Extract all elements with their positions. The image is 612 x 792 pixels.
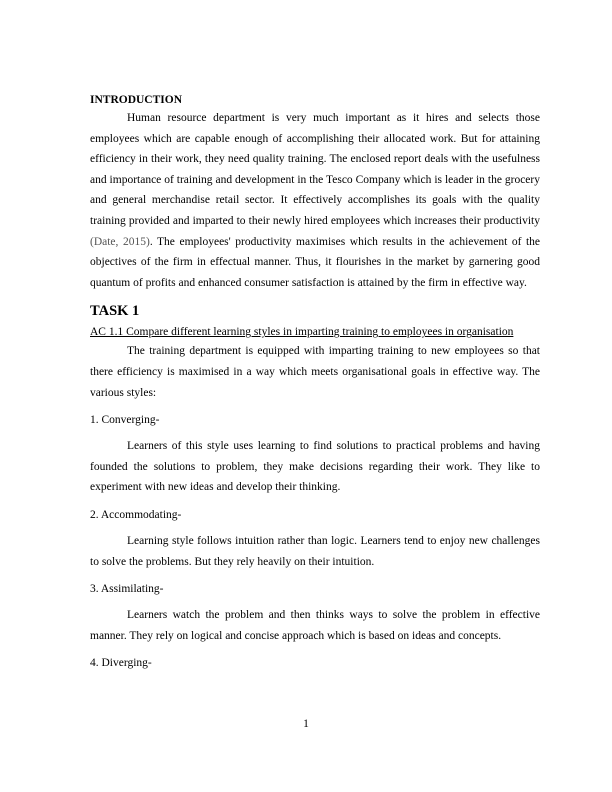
introduction-text-part-1: Human resource department is very much important as it hires and selects those employees which are capable enough of accomplishing their allocated work. But for attaining efficiency in their work, they need quality training. The enclosed report deals with the usefulness and importance of training and development in the Tesco Company which is leader in the grocery and general merchandise retail sector. It effectively accomplishes its goals with the quality training provided and imparted to their newly hired employees which increases their productivity — [90, 112, 540, 227]
style-label-converging: 1. Converging- — [90, 414, 160, 427]
task-paragraph: The training department is equipped with imparting training to new employees so that there efficiency is maximised in a way which meets organisational goals in effective way. The various styles: — [90, 345, 540, 399]
task-heading: TASK 1 — [90, 303, 140, 320]
style-text-assimilating: Learners watch the problem and then thinks ways to solve the problem in effective manner. They rely on logical and concise approach which is based on ideas and concepts. — [90, 609, 540, 642]
style-label-accommodating: 2. Accommodating- — [90, 508, 182, 521]
style-text-accommodating: Learning style follows intuition rather than logic. Learners tend to enjoy new challenges to solve the problems. But they rely heavily on their intuition. — [90, 534, 540, 568]
introduction-text-part-2: . The employees' productivity maximises which results in the achievement of the objectives of the firm in effectual manner. Thus, it flourishes in the market by garnering good quantum of profits and enhanced consumer satisfaction is attained by the firm in effective way. — [90, 235, 541, 289]
introduction-citation: (Date, 2015) — [90, 235, 150, 248]
page-content — [90, 92, 540, 679]
task-subheading: AC 1.1 Compare different learning styles in imparting training to employees in organisation — [90, 326, 514, 339]
introduction-heading: INTRODUCTION — [90, 94, 183, 106]
introduction-paragraph — [90, 108, 540, 293]
style-text-converging: Learners of this style uses learning to find solutions to practical problems and having founded the solutions to problem, they make decisions regarding their work. They like to experiment with new ideas and develop their thinking. — [90, 440, 540, 494]
style-label-diverging: 4. Diverging- — [90, 657, 152, 670]
page-number: 1 — [303, 718, 309, 730]
style-label-assimilating: 3. Assimilating- — [90, 583, 164, 596]
